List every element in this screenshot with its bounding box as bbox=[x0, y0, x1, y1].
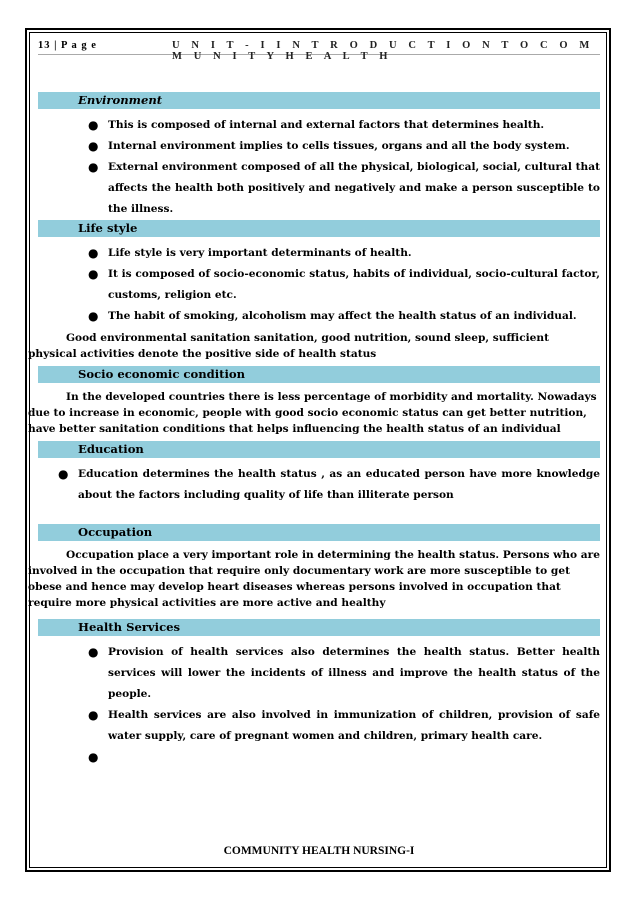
section-heading-occupation: Occupation bbox=[38, 524, 600, 541]
list-item: ● This is composed of internal and external factors that determines health. bbox=[38, 115, 600, 136]
list-item: ● Health services are also involved in immunization of children, provision of safe water supply, care of pregnant women and children, primary health care. bbox=[38, 705, 600, 747]
socio-paragraph: In the developed countries there is less percentage of morbidity and mortality. Nowadays due to increase in economic, people with good socio economic status can get better nutrition, have better sanitation conditions that helps influencing the health status of an individual bbox=[28, 391, 597, 435]
bullet-icon: ● bbox=[88, 645, 99, 659]
bullet-icon: ● bbox=[88, 750, 99, 764]
bullet-icon: ● bbox=[58, 467, 69, 481]
health-services-list bbox=[38, 642, 600, 764]
list-item: ● It is composed of socio-economic status, habits of individual, socio-cultural factor, customs, religion etc. bbox=[38, 264, 600, 306]
section-heading-education: Education bbox=[38, 441, 600, 458]
page-header bbox=[38, 38, 600, 62]
unit-title: U N I T - I I N T R O D U C T I O N T O C O M M U N I T Y H E A L T H bbox=[172, 40, 594, 62]
occupation-paragraph: Occupation place a very important role in determining the health status. Persons who are involved in the occupation that require only documentary work are more susceptible to get obese and hence may develop heart diseases whereas persons involved in occupation that require more physical activities are more active and healthy bbox=[28, 549, 600, 609]
list-item: ● The habit of smoking, alcoholism may affect the health status of an individual. bbox=[38, 306, 600, 327]
bullet-icon: ● bbox=[88, 267, 99, 281]
list-item: ● Education determines the health status , as an educated person have more knowledge about the factors including quality of life than illiterate person bbox=[38, 464, 600, 506]
page-number: 13 | P a g e bbox=[38, 40, 97, 51]
list-item: ● Life style is very important determinants of health. bbox=[38, 243, 600, 264]
bullet-icon: ● bbox=[88, 139, 99, 153]
lifestyle-list bbox=[38, 243, 600, 327]
education-list bbox=[38, 464, 600, 506]
bullet-icon: ● bbox=[88, 118, 99, 132]
environment-list bbox=[38, 115, 600, 220]
page-footer: COMMUNITY HEALTH NURSING-I bbox=[223, 845, 415, 857]
lifestyle-paragraph: Good environmental sanitation sanitation, good nutrition, sound sleep, sufficient physical activities denote the positive side of health status bbox=[28, 332, 550, 360]
page-content bbox=[28, 92, 600, 764]
section-heading-socio-economic: Socio economic condition bbox=[38, 366, 600, 383]
bullet-icon: ● bbox=[88, 309, 99, 323]
list-item: ● Provision of health services also determines the health status. Better health services will lower the incidents of illness and improve the health status of the people. bbox=[38, 642, 600, 705]
list-item: ● External environment composed of all the physical, biological, social, cultural that affects the health both positively and negatively and make a person susceptible to the illness. bbox=[38, 157, 600, 220]
bullet-icon: ● bbox=[88, 246, 99, 260]
section-heading-health-services: Health Services bbox=[38, 619, 600, 636]
section-heading-environment: Environment bbox=[38, 92, 600, 109]
section-heading-lifestyle: Life style bbox=[38, 220, 600, 237]
list-item: ● Internal environment implies to cells tissues, organs and all the body system. bbox=[38, 136, 600, 157]
bullet-icon: ● bbox=[88, 708, 99, 722]
bullet-icon: ● bbox=[88, 160, 99, 174]
